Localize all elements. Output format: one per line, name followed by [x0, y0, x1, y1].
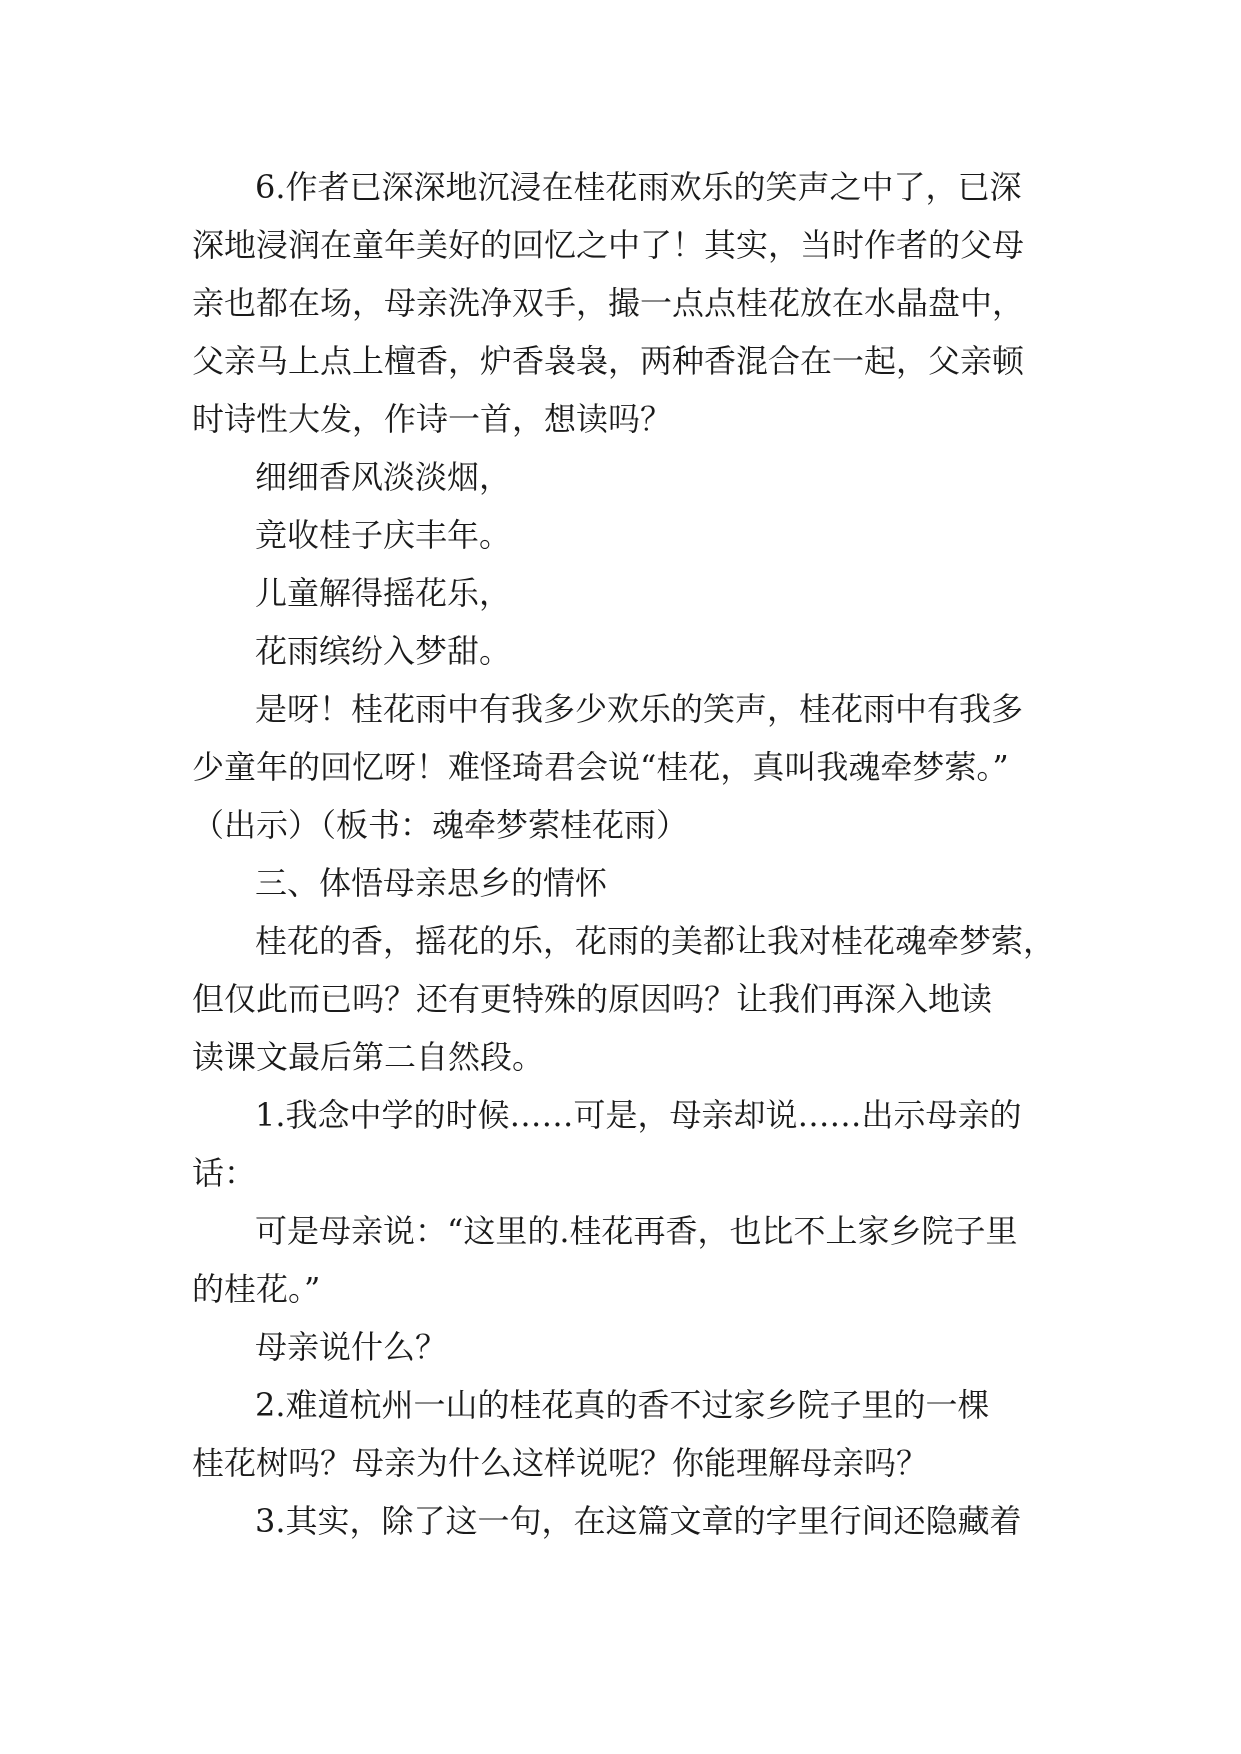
paragraph-reflection-line-3: （出示）（板书：魂牵梦萦桂花雨） — [192, 806, 689, 844]
poem-line-4: 花雨缤纷入梦甜。 — [255, 632, 512, 670]
paragraph-6-line-2: 深地浸润在童年美好的回忆之中了！其实，当时作者的父母 — [192, 226, 1025, 264]
document-page — [192, 158, 1072, 1550]
paragraph-reflection-line-2: 少童年的回忆呀！难怪琦君会说“桂花，真叫我魂牵梦萦。” — [192, 748, 1009, 786]
paragraph-intro-line-2: 但仅此而已吗？还有更特殊的原因吗？让我们再深入地读 — [192, 980, 993, 1018]
quote-line-1: 可是母亲说：“这里的.桂花再香，也比不上家乡院子里 — [255, 1212, 1018, 1250]
paragraph-6-line-5: 时诗性大发，作诗一首，想读吗？ — [192, 400, 673, 438]
question-line: 母亲说什么？ — [255, 1328, 448, 1366]
paragraph-6-line-1: 6.作者已深深地沉浸在桂花雨欢乐的笑声之中了，已深 — [255, 168, 1022, 206]
paragraph-intro-line-3: 读课文最后第二自然段。 — [192, 1038, 545, 1076]
paragraph-6-line-3: 亲也都在场，母亲洗净双手，撮一点点桂花放在水晶盘中， — [192, 284, 1025, 322]
poem-line-3: 儿童解得摇花乐， — [255, 574, 512, 612]
poem-line-2: 竞收桂子庆丰年。 — [255, 516, 512, 554]
item-1-line-2: 话： — [192, 1154, 257, 1192]
paragraph-intro-line-1: 桂花的香，摇花的乐，花雨的美都让我对桂花魂牵梦萦， — [255, 922, 1056, 960]
paragraph-6-line-4: 父亲马上点上檀香，炉香袅袅，两种香混合在一起，父亲顿 — [192, 342, 1025, 380]
paragraph-reflection-line-1: 是呀！桂花雨中有我多少欢乐的笑声，桂花雨中有我多 — [255, 690, 1024, 728]
item-3-line-1: 3.其实，除了这一句，在这篇文章的字里行间还隐藏着 — [255, 1502, 1022, 1540]
quote-line-2: 的桂花。” — [192, 1270, 321, 1308]
section-heading: 三、体悟母亲思乡的情怀 — [255, 864, 608, 902]
poem-line-1: 细细香风淡淡烟， — [255, 458, 512, 496]
item-2-line-2: 桂花树吗？母亲为什么这样说呢？你能理解母亲吗？ — [192, 1444, 929, 1482]
item-2-line-1: 2.难道杭州一山的桂花真的香不过家乡院子里的一棵 — [255, 1386, 990, 1424]
item-1-line-1: 1.我念中学的时候……可是，母亲却说……出示母亲的 — [255, 1096, 1022, 1134]
